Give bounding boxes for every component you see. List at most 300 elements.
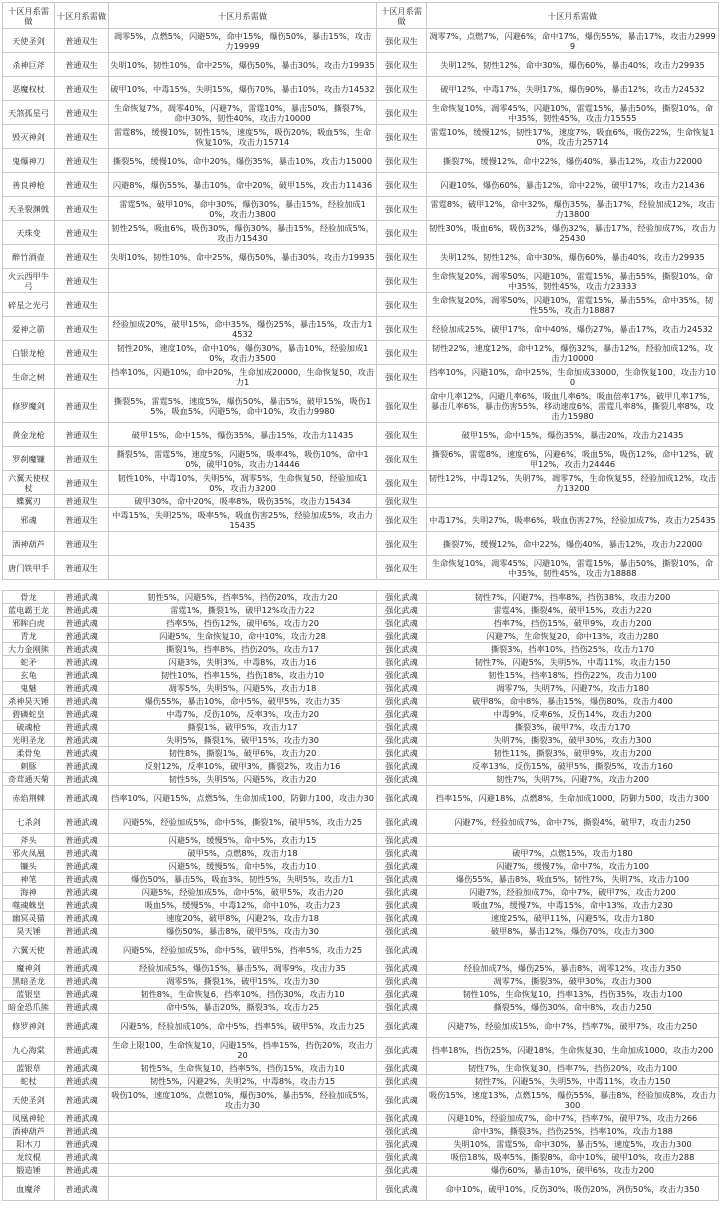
table-row bbox=[3, 988, 719, 1001]
normal-attrs-cell: 闪避5%，缓慢5%，命中5%，攻击力10 bbox=[109, 860, 377, 873]
enhanced-attrs-cell: 韧性7%，生命恢复30，挡率7%，挡伤20%，攻击力100 bbox=[427, 1062, 719, 1075]
enhanced-attrs-cell: 韧性7%，失明7%，闪避7%，攻击力200 bbox=[427, 773, 719, 786]
normal-attrs-cell: 雷霆5%，破甲10%，命中30%，爆伤30%，暴击15%，经验加成10%，攻击力3800 bbox=[109, 197, 377, 221]
enhanced-type-cell: 强化武魂 bbox=[377, 1125, 427, 1138]
normal-attrs-cell: 韧性8%，撕裂1%，破甲6%，攻击力20 bbox=[109, 747, 377, 760]
item-name-cell: 六翼天使 bbox=[3, 938, 55, 962]
table-row bbox=[3, 834, 719, 847]
enhanced-attrs-cell: 闪避7%，经验加成7%，命中7%，撕裂4%，破甲7，攻击力250 bbox=[427, 810, 719, 834]
item-name-cell: 修罗神剑 bbox=[3, 1014, 55, 1038]
enhanced-attrs-cell: 中毒9%，反率6%，反伤14%，攻击力200 bbox=[427, 708, 719, 721]
table-row bbox=[3, 656, 719, 669]
normal-attrs-cell: 闪避5%，经验加成10%，命中5%，挡率5%，破甲5%，攻击力25 bbox=[109, 1014, 377, 1038]
enhanced-type-cell: 强化双生 bbox=[377, 101, 427, 125]
item-name-cell: 天使圣剑 bbox=[3, 1088, 55, 1112]
table-row bbox=[3, 860, 719, 873]
enhanced-type-cell: 强化武魂 bbox=[377, 810, 427, 834]
enhanced-type-cell: 强化武魂 bbox=[377, 1164, 427, 1177]
item-name-cell: 凤凰神轮 bbox=[3, 1112, 55, 1125]
table-row bbox=[3, 1125, 719, 1138]
table-row bbox=[3, 532, 719, 556]
normal-type-cell: 普通武魂 bbox=[55, 591, 109, 604]
table-row bbox=[3, 847, 719, 860]
table-row bbox=[3, 197, 719, 221]
item-name-cell: 锻造锤 bbox=[3, 1164, 55, 1177]
normal-type-cell: 普通武魂 bbox=[55, 873, 109, 886]
normal-type-cell: 普通武魂 bbox=[55, 1001, 109, 1014]
normal-type-cell: 普通武魂 bbox=[55, 656, 109, 669]
item-name-cell: 七杀剑 bbox=[3, 810, 55, 834]
table-row bbox=[3, 1075, 719, 1088]
table-row bbox=[3, 221, 719, 245]
enhanced-type-cell: 强化武魂 bbox=[377, 734, 427, 747]
table-row bbox=[3, 708, 719, 721]
enhanced-attrs-cell: 撕裂6%，雷霆8%，速度6%，闪避6%，吸血5%，吸伤12%，命中12%，破甲12%，攻击力24446 bbox=[427, 447, 719, 471]
normal-type-cell: 普通武魂 bbox=[55, 1062, 109, 1075]
normal-attrs-cell: 韧性8%，生命恢复6，挡率10%，挡伤30%，攻击力10 bbox=[109, 988, 377, 1001]
normal-attrs-cell: 韧性10%，中毒10%，失明5%，凋零5%，生命恢复50，经验加成10%，攻击力3200 bbox=[109, 471, 377, 495]
normal-type-cell: 普通双生 bbox=[55, 471, 109, 495]
table-row bbox=[3, 1038, 719, 1062]
item-name-cell: 蓝银草 bbox=[3, 1062, 55, 1075]
table-row bbox=[3, 975, 719, 988]
item-name-cell: 柔骨兔 bbox=[3, 747, 55, 760]
table-row bbox=[3, 669, 719, 682]
enhanced-type-cell: 强化武魂 bbox=[377, 1112, 427, 1125]
enhanced-attrs-cell: 雷霆10%，缓慢12%，韧性17%，速度7%，吸血6%，吸伤22%，生命恢复10%，攻击力25714 bbox=[427, 125, 719, 149]
table-row bbox=[3, 293, 719, 317]
enhanced-attrs-cell: 韧性11%，撕裂3%，破甲9%，攻击力200 bbox=[427, 747, 719, 760]
enhanced-type-cell: 强化双生 bbox=[377, 149, 427, 173]
normal-type-cell: 普通武魂 bbox=[55, 1112, 109, 1125]
normal-attrs-cell: 撕裂5%，缓慢10%，命中20%，爆伤35%，暴击10%，攻击力15000 bbox=[109, 149, 377, 173]
table-row bbox=[3, 508, 719, 532]
normal-attrs-cell: 韧性10%，挡率15%，挡伤18%，攻击力10 bbox=[109, 669, 377, 682]
item-name-cell: 阳木刀 bbox=[3, 1138, 55, 1151]
normal-type-cell: 普通双生 bbox=[55, 197, 109, 221]
table-row bbox=[3, 1001, 719, 1014]
enhanced-attrs-cell: 命中3%，撕裂3%，挡伤25%，挡率10%，攻击力188 bbox=[427, 1125, 719, 1138]
item-name-cell: 暗金恐爪熊 bbox=[3, 1001, 55, 1014]
item-name-cell: 黑暗圣龙 bbox=[3, 975, 55, 988]
normal-type-cell: 普通武魂 bbox=[55, 925, 109, 938]
normal-type-cell: 普通武魂 bbox=[55, 847, 109, 860]
table-row bbox=[3, 125, 719, 149]
enhanced-type-cell: 强化双生 bbox=[377, 77, 427, 101]
enhanced-attrs-cell: 失明7%，撕裂3%，破甲30%，攻击力300 bbox=[427, 734, 719, 747]
normal-attrs-cell: 挡率10%，闪避15%，点燃5%，生命加成100，防御力100，攻击力30 bbox=[109, 786, 377, 810]
table-row bbox=[3, 643, 719, 656]
normal-type-cell: 普通武魂 bbox=[55, 773, 109, 786]
enhanced-attrs-cell: 闪避10%，爆伤60%，暴击12%，命中22%，破甲17%，攻击力21436 bbox=[427, 173, 719, 197]
normal-type-cell: 普通武魂 bbox=[55, 1138, 109, 1151]
item-name-cell: 天圣裂渊戟 bbox=[3, 197, 55, 221]
item-name-cell: 蓝电霸王龙 bbox=[3, 604, 55, 617]
normal-type-cell: 普通武魂 bbox=[55, 643, 109, 656]
enhanced-type-cell: 强化武魂 bbox=[377, 975, 427, 988]
item-name-cell: 黄金龙枪 bbox=[3, 423, 55, 447]
item-name-cell: 邪魂 bbox=[3, 508, 55, 532]
item-name-cell: 大力金刚熊 bbox=[3, 643, 55, 656]
enhanced-attrs-cell: 撕裂5%，爆伤30%，命中8%，攻击力250 bbox=[427, 1001, 719, 1014]
table-row bbox=[3, 962, 719, 975]
normal-type-cell: 普通武魂 bbox=[55, 1151, 109, 1164]
normal-attrs-cell bbox=[109, 293, 377, 317]
normal-type-cell: 普通武魂 bbox=[55, 912, 109, 925]
enhanced-attrs-cell: 中毒17%，失明27%，吸率6%，吸血伤害27%，经验加成7%，攻击力25435 bbox=[427, 508, 719, 532]
normal-attrs-cell: 经验加成20%，破甲15%，命中35%，爆伤25%，暴击15%，攻击力14532 bbox=[109, 317, 377, 341]
table-row bbox=[3, 269, 719, 293]
table-row bbox=[3, 925, 719, 938]
enhanced-type-cell: 强化武魂 bbox=[377, 1177, 427, 1201]
enhanced-type-cell: 强化武魂 bbox=[377, 695, 427, 708]
item-name-cell: 善良神枪 bbox=[3, 173, 55, 197]
enhanced-type-cell: 强化武魂 bbox=[377, 1038, 427, 1062]
table-row bbox=[3, 886, 719, 899]
normal-type-cell: 普通武魂 bbox=[55, 669, 109, 682]
normal-type-cell: 普通双生 bbox=[55, 125, 109, 149]
normal-attrs-cell: 韧性5%，失明5%，闪避5%，攻击力20 bbox=[109, 773, 377, 786]
normal-attrs-cell: 破甲15%，命中15%，爆伤35%，暴击15%，攻击力11435 bbox=[109, 423, 377, 447]
table-row bbox=[3, 341, 719, 365]
normal-attrs-cell bbox=[109, 269, 377, 293]
normal-attrs-cell bbox=[109, 1125, 377, 1138]
normal-type-cell: 普通双生 bbox=[55, 365, 109, 389]
normal-type-cell: 普通武魂 bbox=[55, 962, 109, 975]
item-name-cell: 爱神之箭 bbox=[3, 317, 55, 341]
normal-attrs-cell: 撕裂5%，雷霆5%，速度5%，爆伤50%，暴击5%，破甲15%，吸伤15%，吸血5%，闪避5%，命中10%，攻击力9980 bbox=[109, 389, 377, 423]
table-row bbox=[3, 317, 719, 341]
enhanced-type-cell: 强化武魂 bbox=[377, 1001, 427, 1014]
weapon-table-wuhun bbox=[2, 590, 719, 1201]
header-cell: 十区月系需做 bbox=[55, 3, 109, 29]
weapon-table-shuangsheng bbox=[2, 2, 719, 580]
normal-type-cell: 普通武魂 bbox=[55, 1164, 109, 1177]
enhanced-type-cell: 强化武魂 bbox=[377, 873, 427, 886]
item-name-cell: 血魔斧 bbox=[3, 1177, 55, 1201]
enhanced-type-cell: 强化武魂 bbox=[377, 1014, 427, 1038]
normal-type-cell: 普通武魂 bbox=[55, 734, 109, 747]
normal-attrs-cell: 吸伤10%，速度10%，点燃10%，爆伤30%，暴击5%，经验加成5%，攻击力30 bbox=[109, 1088, 377, 1112]
normal-type-cell: 普通武魂 bbox=[55, 682, 109, 695]
normal-attrs-cell: 撕裂5%，雷霆5%，速度5%，闪避5%，吸率4%，吸伤10%，命中10%，破甲10%，攻击力14446 bbox=[109, 447, 377, 471]
normal-type-cell: 普通武魂 bbox=[55, 938, 109, 962]
normal-attrs-cell: 失明10%，韧性10%，命中25%，爆伤50%，暴击30%，攻击力19935 bbox=[109, 53, 377, 77]
table-row bbox=[3, 447, 719, 471]
enhanced-attrs-cell: 闪避7%，经验加成7%，命中7%，破甲7%，攻击力200 bbox=[427, 886, 719, 899]
item-name-cell: 碧磷蛇皇 bbox=[3, 708, 55, 721]
header-row bbox=[3, 3, 719, 29]
normal-attrs-cell: 雷霆8%，缓慢10%，韧性15%，速度5%，吸伤20%，吸血5%，生命恢复10%，攻击力15714 bbox=[109, 125, 377, 149]
normal-type-cell: 普通武魂 bbox=[55, 1177, 109, 1201]
normal-attrs-cell: 失明5%，撕裂1%，破甲15%，攻击力30 bbox=[109, 734, 377, 747]
normal-type-cell: 普通双生 bbox=[55, 149, 109, 173]
normal-attrs-cell: 撕裂1%，破甲5%，攻击力17 bbox=[109, 721, 377, 734]
item-name-cell: 龙纹棍 bbox=[3, 1151, 55, 1164]
item-name-cell: 昊天锤 bbox=[3, 925, 55, 938]
table-row bbox=[3, 810, 719, 834]
normal-attrs-cell: 韧性5%，闪避5%，挡率5%，挡伤20%，攻击力20 bbox=[109, 591, 377, 604]
enhanced-type-cell: 强化武魂 bbox=[377, 747, 427, 760]
enhanced-type-cell: 强化双生 bbox=[377, 508, 427, 532]
enhanced-attrs-cell: 挡率15%，闪避18%，点燃8%，生命加成1000，防御力500，攻击力300 bbox=[427, 786, 719, 810]
table-row bbox=[3, 77, 719, 101]
item-name-cell: 鬼魅 bbox=[3, 682, 55, 695]
enhanced-attrs-cell: 破甲15%，命中15%，爆伤35%，暴击20%，攻击力21435 bbox=[427, 423, 719, 447]
normal-type-cell: 普通武魂 bbox=[55, 721, 109, 734]
enhanced-type-cell: 强化武魂 bbox=[377, 1138, 427, 1151]
item-name-cell: 幽冥灵猫 bbox=[3, 912, 55, 925]
table-row bbox=[3, 1151, 719, 1164]
normal-attrs-cell: 吸血5%，缓慢5%，中毒12%，命中10%，攻击力23 bbox=[109, 899, 377, 912]
header-cell: 十区月系需做 bbox=[3, 3, 55, 29]
table-row bbox=[3, 1138, 719, 1151]
enhanced-type-cell: 强化武魂 bbox=[377, 860, 427, 873]
table-row bbox=[3, 630, 719, 643]
item-name-cell: 光明圣龙 bbox=[3, 734, 55, 747]
enhanced-attrs-cell: 失明10%，雷霆5%，命中30%，暴击5%，速度5%，攻击力300 bbox=[427, 1138, 719, 1151]
enhanced-type-cell: 强化武魂 bbox=[377, 1088, 427, 1112]
item-name-cell: 杀神巨斧 bbox=[3, 53, 55, 77]
normal-type-cell: 普通双生 bbox=[55, 532, 109, 556]
table-row bbox=[3, 899, 719, 912]
header-cell: 十区月系需做 bbox=[377, 3, 427, 29]
item-name-cell: 魔神剑 bbox=[3, 962, 55, 975]
item-name-cell: 镰头 bbox=[3, 860, 55, 873]
enhanced-type-cell: 强化武魂 bbox=[377, 630, 427, 643]
enhanced-attrs-cell: 凋零7%，点燃7%，闪避6%，命中17%，爆伤55%，暴击17%，攻击力29999 bbox=[427, 29, 719, 53]
enhanced-attrs-cell: 爆伤55%，暴击8%，吸血5%，韧性7%，失明7%，攻击力100 bbox=[427, 873, 719, 886]
enhanced-type-cell: 强化双生 bbox=[377, 125, 427, 149]
enhanced-type-cell: 强化双生 bbox=[377, 29, 427, 53]
normal-attrs-cell: 生命上限100，生命恢复10，闪避15%，挡率15%，挡伤20%，攻击力20 bbox=[109, 1038, 377, 1062]
enhanced-type-cell: 强化武魂 bbox=[377, 1075, 427, 1088]
enhanced-type-cell: 强化武魂 bbox=[377, 669, 427, 682]
normal-attrs-cell: 中毒7%，反伤10%，反率3%，攻击力20 bbox=[109, 708, 377, 721]
enhanced-attrs-cell: 破甲8%，命中8%，暴击15%，爆伤80%，攻击力400 bbox=[427, 695, 719, 708]
normal-type-cell: 普通双生 bbox=[55, 101, 109, 125]
enhanced-type-cell: 强化武魂 bbox=[377, 656, 427, 669]
normal-type-cell: 普通武魂 bbox=[55, 1088, 109, 1112]
item-name-cell: 白银龙枪 bbox=[3, 341, 55, 365]
item-name-cell: 神笔 bbox=[3, 873, 55, 886]
enhanced-attrs-cell: 撕裂3%，挡率10%，挡伤25%，攻击力170 bbox=[427, 643, 719, 656]
item-name-cell: 天使圣剑 bbox=[3, 29, 55, 53]
enhanced-attrs-cell: 撕裂3%，破甲7%，攻击力170 bbox=[427, 721, 719, 734]
enhanced-attrs-cell: 凋零7%，撕裂3%，破甲30%，攻击力300 bbox=[427, 975, 719, 988]
normal-attrs-cell: 韧性25%，吸血6%，吸伤30%，爆伤30%，暴击15%，经验加成5%，攻击力15430 bbox=[109, 221, 377, 245]
normal-type-cell: 普通武魂 bbox=[55, 1038, 109, 1062]
normal-attrs-cell: 爆伤55%，暴击10%，命中5%，破甲5%，攻击力35 bbox=[109, 695, 377, 708]
normal-type-cell: 普通双生 bbox=[55, 423, 109, 447]
enhanced-type-cell: 强化双生 bbox=[377, 532, 427, 556]
table-row bbox=[3, 1014, 719, 1038]
enhanced-attrs-cell: 雷霆4%，撕裂4%，破甲15%，攻击力220 bbox=[427, 604, 719, 617]
item-name-cell: 噬魂蛛皇 bbox=[3, 899, 55, 912]
normal-type-cell: 普通双生 bbox=[55, 556, 109, 580]
normal-attrs-cell: 韧性20%，速度10%，命中10%，爆伤30%，暴击10%，经验加成10%，攻击力3500 bbox=[109, 341, 377, 365]
enhanced-attrs-cell: 韧性22%，速度12%，命中12%，爆伤32%，暴击12%，经验加成12%，攻击力10000 bbox=[427, 341, 719, 365]
normal-attrs-cell bbox=[109, 556, 377, 580]
normal-attrs-cell: 生命恢复7%，凋零40%，闪避7%，雷霆10%，暴击50%，撕裂7%，命中30%，韧性40%，攻击力10000 bbox=[109, 101, 377, 125]
normal-type-cell: 普通武魂 bbox=[55, 860, 109, 873]
enhanced-attrs-cell: 闪避7%，生命恢复20，命中13%，攻击力280 bbox=[427, 630, 719, 643]
normal-type-cell: 普通双生 bbox=[55, 29, 109, 53]
enhanced-type-cell: 强化双生 bbox=[377, 423, 427, 447]
normal-attrs-cell bbox=[109, 1151, 377, 1164]
item-name-cell: 骨龙 bbox=[3, 591, 55, 604]
enhanced-attrs-cell: 吸血7%，缓慢7%，中毒15%，命中13%，攻击力230 bbox=[427, 899, 719, 912]
enhanced-attrs-cell: 失明12%，韧性12%，命中30%，爆伤60%，暴击40%，攻击力29935 bbox=[427, 245, 719, 269]
enhanced-type-cell: 强化双生 bbox=[377, 293, 427, 317]
enhanced-attrs-cell: 韧性7%，闪避7%，挡率8%，挡伤38%，攻击力200 bbox=[427, 591, 719, 604]
enhanced-type-cell: 强化武魂 bbox=[377, 925, 427, 938]
item-name-cell: 玄龟 bbox=[3, 669, 55, 682]
normal-attrs-cell: 失明10%，韧性10%，命中25%，爆伤50%，暴击30%，攻击力19935 bbox=[109, 245, 377, 269]
table-row bbox=[3, 734, 719, 747]
normal-attrs-cell: 爆伤50%，暴击8%，破甲5%，攻击力30 bbox=[109, 925, 377, 938]
normal-attrs-cell bbox=[109, 1164, 377, 1177]
table-row bbox=[3, 773, 719, 786]
enhanced-attrs-cell: 挡率10%，闪避10%，命中25%，生命加成33000，生命恢复100，攻击力100 bbox=[427, 365, 719, 389]
table-row bbox=[3, 721, 719, 734]
item-name-cell: 奇茸通天菊 bbox=[3, 773, 55, 786]
normal-type-cell: 普通双生 bbox=[55, 173, 109, 197]
normal-type-cell: 普通双生 bbox=[55, 245, 109, 269]
normal-type-cell: 普通双生 bbox=[55, 53, 109, 77]
item-name-cell: 鬼爆神刀 bbox=[3, 149, 55, 173]
item-name-cell: 天煞孤星弓 bbox=[3, 101, 55, 125]
normal-attrs-cell: 凋零5%，失明5%，闪避5%，攻击力18 bbox=[109, 682, 377, 695]
enhanced-type-cell: 强化武魂 bbox=[377, 912, 427, 925]
enhanced-attrs-cell: 经验加成7%，爆伤25%，暴击8%，凋零12%，攻击力350 bbox=[427, 962, 719, 975]
enhanced-type-cell: 强化武魂 bbox=[377, 708, 427, 721]
normal-type-cell: 普通武魂 bbox=[55, 975, 109, 988]
enhanced-attrs-cell: 韧性10%，生命恢复10，挡率13%，挡伤35%，攻击力100 bbox=[427, 988, 719, 1001]
table-row bbox=[3, 1164, 719, 1177]
enhanced-type-cell: 强化武魂 bbox=[377, 1151, 427, 1164]
item-name-cell: 斧头 bbox=[3, 834, 55, 847]
item-name-cell: 杀神昊天锤 bbox=[3, 695, 55, 708]
item-name-cell: 火云西甲牛弓 bbox=[3, 269, 55, 293]
normal-attrs-cell: 破甲10%，中毒15%，失明15%，爆伤70%，暴击10%，攻击力14532 bbox=[109, 77, 377, 101]
enhanced-type-cell: 强化武魂 bbox=[377, 962, 427, 975]
normal-type-cell: 普通武魂 bbox=[55, 1014, 109, 1038]
table-row bbox=[3, 682, 719, 695]
enhanced-type-cell: 强化武魂 bbox=[377, 773, 427, 786]
table-row bbox=[3, 695, 719, 708]
item-name-cell: 唐门铁甲手 bbox=[3, 556, 55, 580]
table-row bbox=[3, 604, 719, 617]
table-row bbox=[3, 1088, 719, 1112]
table-row bbox=[3, 556, 719, 580]
enhanced-type-cell: 强化双生 bbox=[377, 173, 427, 197]
normal-attrs-cell: 闪避5%，经验加成5%，命中5%，破甲5%，挡率5%，攻击力25 bbox=[109, 938, 377, 962]
enhanced-type-cell: 强化双生 bbox=[377, 197, 427, 221]
normal-type-cell: 普通双生 bbox=[55, 293, 109, 317]
table-row bbox=[3, 101, 719, 125]
enhanced-type-cell: 强化双生 bbox=[377, 317, 427, 341]
table-row bbox=[3, 173, 719, 197]
enhanced-attrs-cell: 破甲7%，点燃15%，攻击力180 bbox=[427, 847, 719, 860]
enhanced-attrs-cell: 闪避7%，缓慢7%，命中7%，攻击力100 bbox=[427, 860, 719, 873]
enhanced-attrs-cell: 生命恢复20%，凋零50%，闪避10%，雷霆15%，暴击55%，撕裂10%，命中35%，韧性45%，攻击力23333 bbox=[427, 269, 719, 293]
normal-type-cell: 普通武魂 bbox=[55, 617, 109, 630]
normal-type-cell: 普通武魂 bbox=[55, 786, 109, 810]
enhanced-type-cell: 强化双生 bbox=[377, 221, 427, 245]
item-name-cell: 蛇杖 bbox=[3, 1075, 55, 1088]
enhanced-attrs-cell: 反率13%，反伤15%，破甲5%，撕裂5%，攻击力160 bbox=[427, 760, 719, 773]
enhanced-attrs-cell: 凋零7%，失明7%，闪避7%，攻击力180 bbox=[427, 682, 719, 695]
normal-attrs-cell: 闪避5%，经验加成5%，命中5%，破甲5%，攻击力20 bbox=[109, 886, 377, 899]
enhanced-type-cell: 强化双生 bbox=[377, 471, 427, 495]
table-row bbox=[3, 423, 719, 447]
item-name-cell: 修罗魔剑 bbox=[3, 389, 55, 423]
enhanced-type-cell: 强化武魂 bbox=[377, 886, 427, 899]
normal-type-cell: 普通双生 bbox=[55, 495, 109, 508]
normal-type-cell: 普通双生 bbox=[55, 341, 109, 365]
normal-type-cell: 普通双生 bbox=[55, 269, 109, 293]
normal-attrs-cell: 凋零5%，点燃5%，闪避5%，命中15%，爆伤50%，暴击15%，攻击力19999 bbox=[109, 29, 377, 53]
table-row bbox=[3, 1112, 719, 1125]
enhanced-attrs-cell: 挡率7%，挡伤15%，破甲9%，攻击力200 bbox=[427, 617, 719, 630]
normal-attrs-cell: 闪避5%，经验加成5%，命中5%，撕裂1%，破甲5%，攻击力25 bbox=[109, 810, 377, 834]
normal-attrs-cell: 闪避5%，缓慢5%，命中5%，攻击力15 bbox=[109, 834, 377, 847]
normal-attrs-cell: 反射12%，反率10%，破甲3%，撕裂2%，攻击力16 bbox=[109, 760, 377, 773]
enhanced-type-cell: 强化双生 bbox=[377, 495, 427, 508]
item-name-cell: 天珠变 bbox=[3, 221, 55, 245]
item-name-cell: 六翼天使权杖 bbox=[3, 471, 55, 495]
normal-attrs-cell: 韧性5%，生命恢复10，挡率5%，挡伤15%，攻击力10 bbox=[109, 1062, 377, 1075]
enhanced-attrs-cell: 命中几率12%，闪避几率6%，吸血几率6%，吸血倍率17%，破甲几率17%，暴击几率6%，暴击伤害55%，移动速度6%，雷霆几率8%，撕裂几率8%，攻击力15980 bbox=[427, 389, 719, 423]
normal-type-cell: 普通武魂 bbox=[55, 834, 109, 847]
enhanced-attrs-cell bbox=[427, 495, 719, 508]
enhanced-type-cell: 强化双生 bbox=[377, 269, 427, 293]
normal-attrs-cell: 闪避3%，失明3%，中毒8%，攻击力16 bbox=[109, 656, 377, 669]
normal-attrs-cell: 挡率10%，闪避10%，命中20%，生命加成20000，生命恢复50，攻击力1 bbox=[109, 365, 377, 389]
item-name-cell: 毁灭神剑 bbox=[3, 125, 55, 149]
enhanced-type-cell: 强化武魂 bbox=[377, 721, 427, 734]
enhanced-attrs-cell: 吸倍18%，吸率5%，撕裂8%，命中10%，破甲10%，攻击力288 bbox=[427, 1151, 719, 1164]
enhanced-type-cell: 强化武魂 bbox=[377, 682, 427, 695]
enhanced-type-cell: 强化武魂 bbox=[377, 1062, 427, 1075]
normal-attrs-cell: 闪避8%，爆伤55%，暴击10%，命中20%，破甲15%，攻击力11436 bbox=[109, 173, 377, 197]
enhanced-attrs-cell: 命中10%，破甲10%，反伤30%，吸伤20%，冽伤50%，攻击力350 bbox=[427, 1177, 719, 1201]
table-row bbox=[3, 747, 719, 760]
enhanced-type-cell: 强化双生 bbox=[377, 389, 427, 423]
enhanced-type-cell: 强化武魂 bbox=[377, 938, 427, 962]
enhanced-attrs-cell bbox=[427, 834, 719, 847]
normal-attrs-cell: 命中5%，暴击20%，撕裂3%，攻击力25 bbox=[109, 1001, 377, 1014]
normal-type-cell: 普通武魂 bbox=[55, 760, 109, 773]
enhanced-attrs-cell: 韧性30%，吸血6%，吸伤32%，爆伤32%，暴击17%，经验加成7%，攻击力25430 bbox=[427, 221, 719, 245]
enhanced-attrs-cell: 生命恢复10%，凋零45%，闪避10%，雷霆15%，暴击50%，撕裂10%，命中35%，韧性45%，攻击力18888 bbox=[427, 556, 719, 580]
enhanced-type-cell: 强化双生 bbox=[377, 245, 427, 269]
table-row bbox=[3, 760, 719, 773]
item-name-cell: 邪眸白虎 bbox=[3, 617, 55, 630]
table-row bbox=[3, 1177, 719, 1201]
table-row bbox=[3, 873, 719, 886]
item-name-cell: 九心海棠 bbox=[3, 1038, 55, 1062]
header-cell: 十区月系需做 bbox=[427, 3, 719, 29]
normal-attrs-cell bbox=[109, 1112, 377, 1125]
enhanced-attrs-cell: 韧性7%，闪避5%，失明5%，中毒11%，攻击力150 bbox=[427, 656, 719, 669]
normal-attrs-cell: 中毒15%，失明25%，吸率5%，吸血伤害25%，经验加成5%，攻击力15435 bbox=[109, 508, 377, 532]
enhanced-attrs-cell: 闪避10%，经验加成7%，命中7%，挡率7%，破甲7%，攻击力266 bbox=[427, 1112, 719, 1125]
normal-type-cell: 普通武魂 bbox=[55, 810, 109, 834]
table-row bbox=[3, 786, 719, 810]
normal-attrs-cell: 挡率5%，挡伤12%，破甲6%，攻击力20 bbox=[109, 617, 377, 630]
